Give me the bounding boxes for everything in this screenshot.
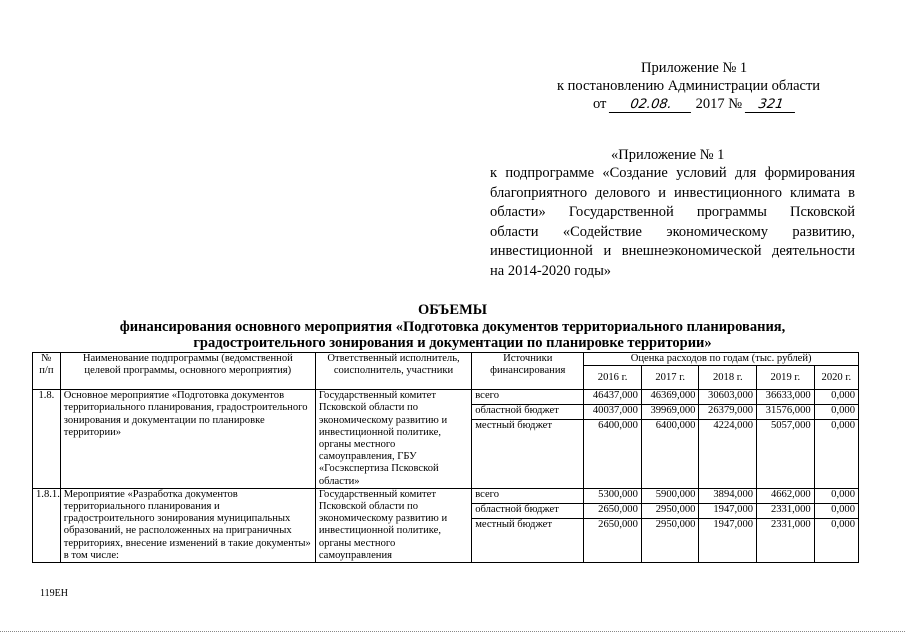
value-cell: 1947,000: [699, 503, 757, 518]
document-subtitle-line1: финансирования основного мероприятия «Подготовка документов территориального планирования,: [119, 319, 786, 335]
row-responsible: Государственный комитет Псковской области по экономическому развитию и инвестиционной политике, органы местного самоуправления: [315, 488, 471, 562]
value-cell: 1947,000: [699, 518, 757, 562]
value-cell: 2331,000: [757, 503, 815, 518]
value-cell: 31576,000: [757, 405, 815, 420]
document-title: ОБЪЕМЫ: [417, 302, 487, 318]
note-line: на 2014-2020 годы»: [490, 262, 612, 279]
value-cell: 46437,000: [584, 390, 642, 405]
header-year: 2018 г.: [699, 366, 757, 390]
value-cell: 0,000: [814, 405, 858, 420]
handwritten-number: 321: [745, 97, 797, 113]
value-cell: 3894,000: [699, 488, 757, 503]
header-year: 2019 г.: [757, 366, 815, 390]
header-year: 2017 г.: [641, 366, 699, 390]
value-cell: 26379,000: [699, 405, 757, 420]
note-line: к подпрограмме «Создание условий для формирования: [490, 165, 855, 181]
value-cell: 0,000: [814, 390, 858, 405]
row-responsible: Государственный комитет Псковской области по экономическому развитию и инвестиционной политике, органы местного самоуправления, ГБУ «Госэкспертиза Псковской области»: [315, 390, 471, 489]
resolution-label: к постановлению Администрации области: [557, 78, 821, 94]
financing-table: [32, 352, 859, 563]
handwritten-date: 02.08.: [609, 97, 693, 113]
footer-code: 119ЕН: [40, 588, 68, 599]
source-label: местный бюджет: [472, 518, 584, 562]
value-cell: 5300,000: [584, 488, 642, 503]
row-number: 1.8.1.: [33, 488, 61, 562]
source-label: областной бюджет: [472, 405, 584, 420]
row-name: Основное мероприятие «Подготовка документов территориального планирования, градостроительного зонирования и документации по планировке территории»: [60, 390, 315, 489]
row-name: Мероприятие «Разработка документов территориального планирования и градостроительного зонирования муниципальных образований, не расположенных на приграничных территориях, внесение изменений в такие документы» в том числе:: [60, 488, 315, 562]
note-line: инвестиционной и внешнеэкономической деятельности: [490, 243, 855, 260]
value-cell: 40037,000: [584, 405, 642, 420]
source-label: всего: [472, 390, 584, 405]
source-label: местный бюджет: [472, 420, 584, 488]
value-cell: 4662,000: [757, 488, 815, 503]
header-year: 2016 г.: [584, 366, 642, 390]
resolution-date-line: [593, 96, 796, 113]
header-estimate: Оценка расходов по годам (тыс. рублей): [584, 353, 859, 366]
value-cell: 0,000: [814, 503, 858, 518]
value-cell: 46369,000: [641, 390, 699, 405]
year-number-label: 2017 №: [695, 96, 743, 112]
header-source: Источники финансирования: [472, 353, 584, 390]
value-cell: 0,000: [814, 518, 858, 562]
header-name: Наименование подпрограммы (ведомственной целевой программы, основного мероприятия): [60, 353, 315, 390]
value-cell: 2950,000: [641, 518, 699, 562]
page-edge-divider: [0, 631, 905, 632]
value-cell: 5057,000: [757, 420, 815, 488]
from-label: от: [593, 96, 607, 112]
subprogram-appendix-label: «Приложение № 1: [611, 147, 725, 163]
value-cell: 2331,000: [757, 518, 815, 562]
value-cell: 0,000: [814, 420, 858, 488]
value-cell: 4224,000: [699, 420, 757, 488]
header-num: № п/п: [33, 353, 61, 390]
table-row: [33, 390, 859, 405]
header-year: 2020 г.: [814, 366, 858, 390]
header-responsible: Ответственный исполнитель, соисполнитель, участники: [315, 353, 471, 390]
value-cell: 30603,000: [699, 390, 757, 405]
appendix-label: Приложение № 1: [641, 60, 748, 76]
note-line: области» Государственной программы Псковской: [490, 204, 855, 221]
row-number: 1.8.: [33, 390, 61, 489]
value-cell: 36633,000: [757, 390, 815, 405]
source-label: всего: [472, 488, 584, 503]
value-cell: 39969,000: [641, 405, 699, 420]
value-cell: 6400,000: [584, 420, 642, 488]
value-cell: 6400,000: [641, 420, 699, 488]
document-subtitle-line2: градостроительного зонирования и документации по планировке территории»: [193, 335, 712, 351]
value-cell: 2950,000: [641, 503, 699, 518]
source-label: областной бюджет: [472, 503, 584, 518]
table-row: [33, 488, 859, 503]
value-cell: 5900,000: [641, 488, 699, 503]
note-line: области «Содействие экономическому развитию,: [490, 223, 855, 240]
value-cell: 2650,000: [584, 503, 642, 518]
value-cell: 0,000: [814, 488, 858, 503]
table-header-row: [33, 353, 859, 366]
value-cell: 2650,000: [584, 518, 642, 562]
note-line: благоприятного делового и инвестиционного климата в: [490, 184, 855, 201]
subprogram-note: [490, 164, 855, 282]
